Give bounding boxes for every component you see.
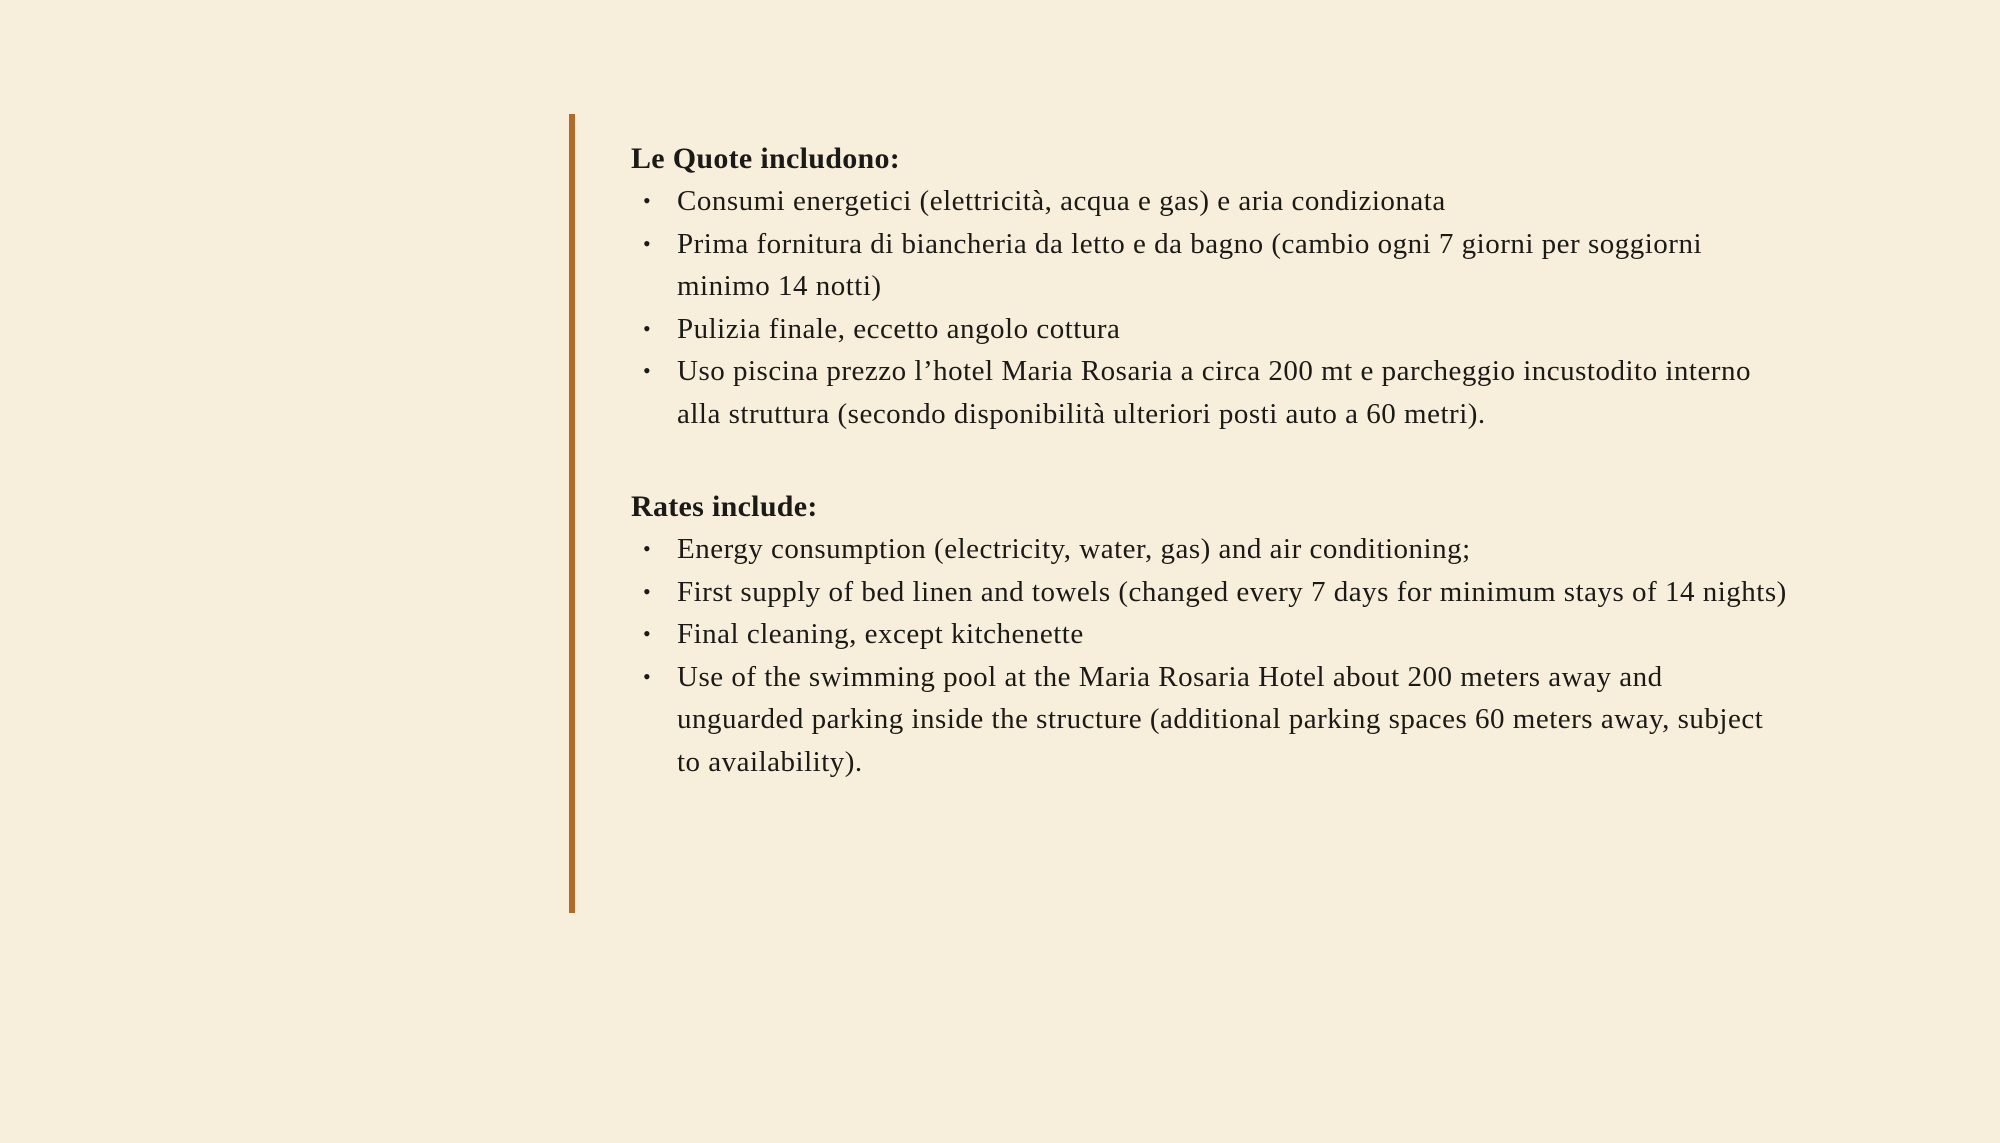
bullet-icon: • — [643, 358, 652, 383]
list-item-text: Uso piscina prezzo l’hotel Maria Rosaria a circa 200 mt e parcheggio incustodito interno alla struttura (secondo disponibilità ulteriori posti auto a 60 metri). — [677, 355, 1751, 430]
list-item-text: Prima fornitura di biancheria da letto e da bagno (cambio ogni 7 giorni per soggiorni minimo 14 notti) — [677, 227, 1703, 302]
bullet-icon: • — [643, 188, 652, 213]
section-title-english: Rates include: — [631, 490, 818, 523]
section-italian — [631, 138, 1791, 435]
list-item — [631, 528, 1791, 571]
section-title-italian: Le Quote includono: — [631, 142, 901, 175]
inclusions-list-english — [631, 528, 1791, 783]
bullet-icon: • — [643, 230, 652, 256]
bullet-icon: • — [643, 621, 652, 646]
inclusions-list-italian — [631, 180, 1791, 435]
rates-content — [631, 138, 1791, 783]
list-item-text: First supply of bed linen and towels (changed every 7 days for minimum stays of 14 nights) — [677, 575, 1787, 608]
bullet-icon: • — [643, 663, 652, 689]
bullet-icon: • — [643, 578, 652, 604]
list-item — [631, 656, 1791, 784]
list-item — [631, 350, 1791, 435]
list-item-text: Consumi energetici (elettricità, acqua e gas) e aria condizionata — [677, 185, 1446, 217]
list-item — [631, 223, 1791, 308]
list-item-text: Final cleaning, except kitchenette — [677, 618, 1084, 650]
list-item — [631, 613, 1791, 656]
list-item-text: Use of the swimming pool at the Maria Rosaria Hotel about 200 meters away and unguarded parking inside the structure (additional parking spaces 60 meters away, subject to availability). — [677, 660, 1764, 778]
list-item — [631, 180, 1791, 223]
list-item-text: Pulizia finale, eccetto angolo cottura — [677, 312, 1121, 345]
list-item — [631, 571, 1791, 614]
bullet-icon: • — [643, 536, 652, 561]
accent-bar — [569, 114, 575, 913]
list-item-text: Energy consumption (electricity, water, gas) and air conditioning; — [677, 533, 1471, 565]
bullet-icon: • — [643, 315, 652, 341]
list-item — [631, 308, 1791, 351]
section-english — [631, 486, 1791, 783]
